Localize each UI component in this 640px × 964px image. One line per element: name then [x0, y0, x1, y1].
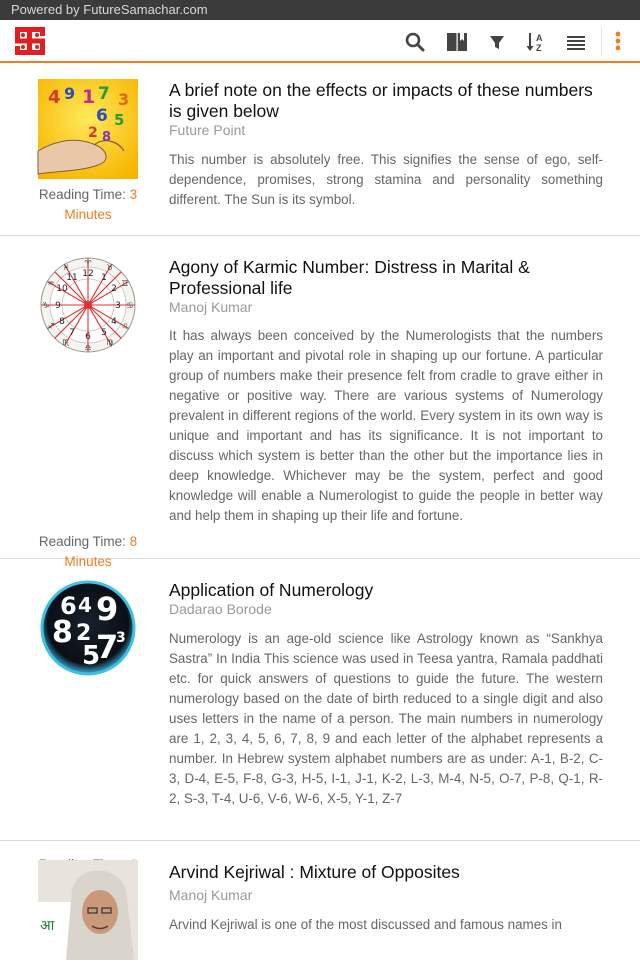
svg-text:आ: आ — [40, 918, 55, 934]
reading-time-value: 3 — [129, 187, 138, 202]
reading-time-label: Reading Time: — [38, 534, 126, 549]
svg-text:3: 3 — [115, 301, 121, 311]
svg-text:♈: ♈ — [84, 259, 92, 268]
svg-text:♎: ♎ — [84, 343, 92, 352]
svg-text:7: 7 — [69, 328, 75, 338]
svg-text:♉: ♉ — [106, 263, 114, 272]
article-title[interactable]: Agony of Karmic Number: Distress in Marital & Professional life — [169, 257, 530, 298]
svg-text:11: 11 — [66, 273, 78, 283]
toolbar-divider — [601, 28, 602, 56]
status-bar — [0, 0, 640, 20]
svg-text:9: 9 — [64, 84, 76, 103]
svg-text:6: 6 — [85, 332, 91, 342]
toolbar — [0, 20, 640, 63]
svg-text:3: 3 — [116, 630, 126, 646]
svg-text:4: 4 — [78, 593, 92, 617]
svg-text:♌: ♌ — [121, 322, 129, 331]
reading-time — [20, 185, 156, 225]
svg-text:12: 12 — [82, 269, 94, 279]
article-excerpt: Arvind Kejriwal is one of the most discussed and famous names in — [169, 917, 562, 932]
svg-text:♋: ♋ — [126, 301, 134, 310]
sort-az-icon[interactable] — [525, 31, 547, 53]
search-icon[interactable] — [404, 31, 426, 53]
svg-text:3: 3 — [118, 90, 130, 109]
reading-time-label: Reading Time: — [38, 187, 126, 202]
article-thumbnail[interactable] — [38, 578, 138, 678]
svg-text:10: 10 — [56, 284, 68, 294]
svg-text:2: 2 — [111, 284, 117, 294]
svg-text:9: 9 — [55, 301, 61, 311]
svg-text:♐: ♐ — [47, 322, 55, 331]
svg-text:4: 4 — [48, 87, 61, 108]
article-author: Manoj Kumar — [169, 887, 253, 903]
svg-text:♍: ♍ — [106, 338, 114, 347]
article-item[interactable] — [0, 65, 640, 236]
article-thumbnail[interactable] — [38, 860, 138, 960]
svg-text:7: 7 — [98, 84, 110, 104]
svg-text:♒: ♒ — [47, 279, 55, 288]
svg-text:♏: ♏ — [62, 338, 70, 347]
svg-text:8: 8 — [59, 317, 65, 327]
svg-text:6: 6 — [96, 106, 108, 126]
svg-text:2: 2 — [88, 125, 98, 141]
svg-text:6: 6 — [60, 592, 77, 620]
svg-text:1: 1 — [82, 86, 96, 108]
filter-icon[interactable] — [486, 31, 508, 53]
svg-text:8: 8 — [102, 130, 112, 145]
svg-text:2: 2 — [76, 621, 92, 646]
article-list — [0, 65, 640, 934]
article-author: Manoj Kumar — [169, 299, 253, 315]
svg-text:♑: ♑ — [42, 301, 50, 310]
article-title[interactable]: A brief note on the effects or impacts of these numbers is given below — [169, 80, 593, 121]
svg-text:A: A — [536, 33, 543, 43]
svg-text:5: 5 — [101, 328, 107, 338]
more-vert-icon[interactable] — [607, 31, 629, 53]
list-view-icon[interactable] — [565, 31, 587, 53]
status-bar-text: Powered by FutureSamachar.com — [11, 2, 208, 17]
article-excerpt: Numerology is an age-old science like Astrology known as “Sankhya Sastra” In India This science was used in Teesa yantra, Ramala paddhati etc. for quick answers of questions to guide the future. The western numerology based on the date of birth reduced to a single digit and also uses letters in the name of a person. The main numbers in numerology are 1, 2, 3, 4, 5, 6, 7, 8, 9 and each letter of the alphabet represents a number. In Hebrew system alphabet numbers are as under: A-1, B-2, C-3, D-4, E-5, F-8, G-3, H-5, I-1, J-1, K-2, L-3, M-4, N-5, O-7, P-8, Q-1, R-2, S-3, T-4, U-6, V-6, W-6, X-5, Y-1, Z-7 — [169, 631, 603, 806]
svg-text:7: 7 — [96, 628, 119, 666]
swastik-logo-icon[interactable] — [12, 24, 48, 58]
article-title[interactable]: Application of Numerology — [169, 580, 374, 600]
svg-text:5: 5 — [82, 641, 101, 671]
reading-time-unit: Minutes — [64, 554, 112, 569]
article-item[interactable] — [0, 236, 640, 569]
svg-text:5: 5 — [114, 111, 125, 129]
reading-time-unit: Minutes — [64, 207, 112, 222]
article-title[interactable]: Arvind Kejriwal : Mixture of Opposites — [169, 862, 460, 882]
svg-text:4: 4 — [111, 317, 117, 327]
reading-time-value: 8 — [129, 534, 138, 549]
article-thumbnail[interactable] — [38, 79, 138, 179]
svg-text:8: 8 — [52, 615, 73, 650]
article-excerpt: This number is absolutely free. This signifies the sense of ego, self-dependence, promises, strong stamina and personality something different. The Sun is its symbol. — [169, 152, 603, 207]
svg-text:9: 9 — [96, 590, 119, 628]
svg-text:Z: Z — [536, 43, 542, 53]
svg-text:♊: ♊ — [121, 279, 129, 288]
book-icon[interactable] — [446, 31, 468, 53]
article-excerpt: It has always been conceived by the Numerologists that the numbers play an important and pivotal role in shaping up our fortune. A particular group of numbers make their presence felt from cradle to grave either in negative or positive way. There are various systems of Numerology prevalent in different regions of the world. Every system in its own way is unique and important and has its significance. It is not important to discuss which system is better than the other but the importance lies in deep knowledge. Whichever may be the system, perfect and good knowledge will enable a Numerologist to guide the people in better way and help them in shaping up their life and fortune. — [169, 328, 603, 523]
article-thumbnail[interactable] — [38, 255, 138, 355]
article-author: Dadarao Borode — [169, 601, 272, 617]
article-item[interactable] — [0, 559, 640, 841]
article-author: Future Point — [169, 122, 246, 138]
svg-text:1: 1 — [101, 273, 107, 283]
svg-text:♓: ♓ — [62, 263, 70, 272]
article-item[interactable] — [0, 841, 640, 934]
